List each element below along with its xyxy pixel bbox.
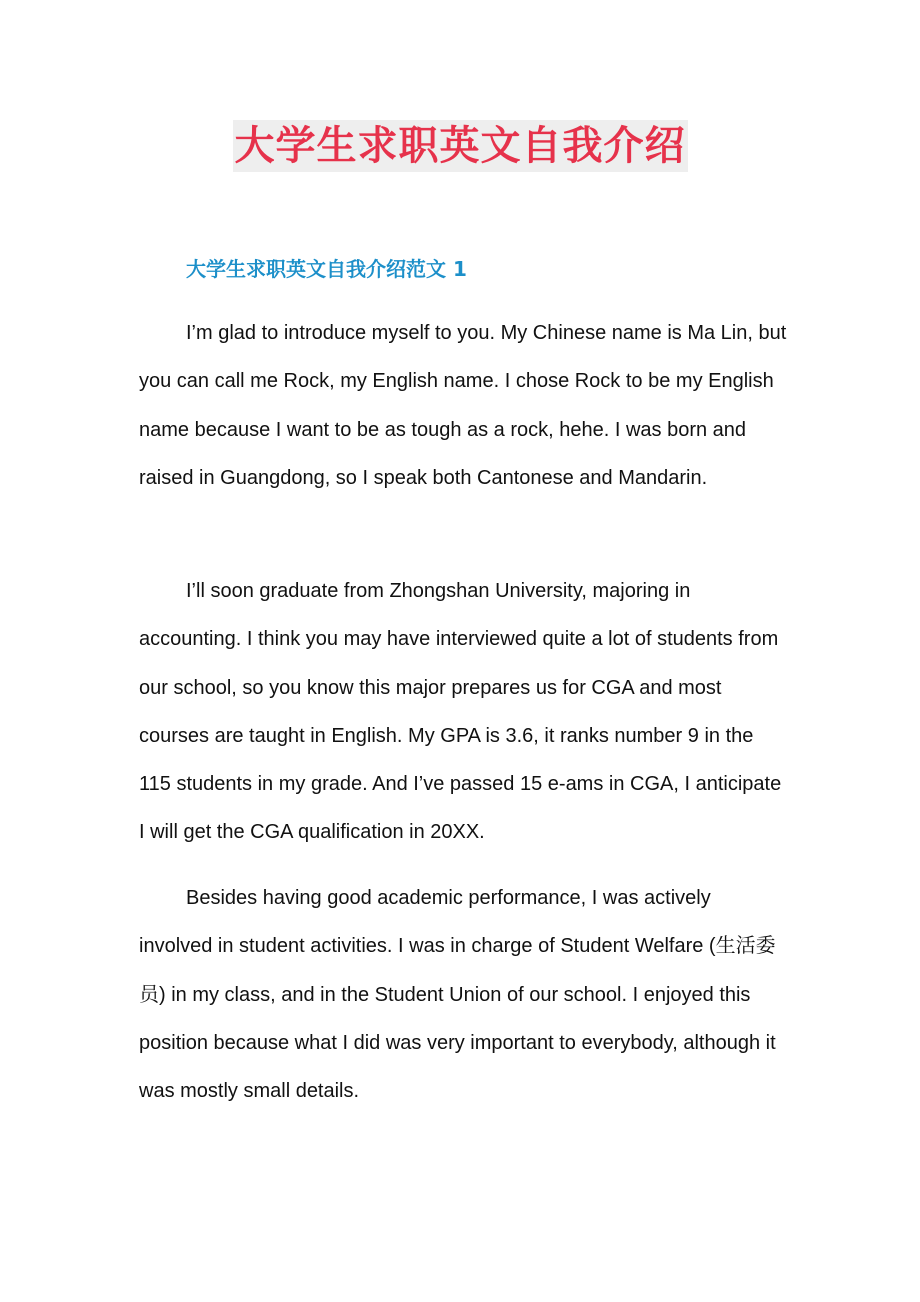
document-title: 大学生求职英文自我介绍 bbox=[233, 120, 688, 172]
paragraph-3: Besides having good academic performance, I was actively involved in student activities. I was in charge of Student Welfare (生活委员) in my class, and in the Student Union of our school. I enjoyed this position because what I did was very important to everybody, although it was mostly small details. bbox=[139, 887, 776, 1103]
paragraph-2: I’ll soon graduate from Zhongshan University, majoring in accounting. I think you may have interviewed quite a lot of students from our school, so you know this major prepares us for CGA and most courses are taught in English. My GPA is 3.6, it ranks number 9 in the 115 students in my grade. And I’ve passed 15 e-ams in CGA, I anticipate I will get the CGA qualification in 20XX. bbox=[139, 580, 782, 844]
paragraph-1: I’m glad to introduce myself to you. My Chinese name is Ma Lin, but you can call me Rock, my English name. I chose Rock to be my English name because I want to be as tough as a rock, hehe. I was born and raised in Guangdong, so I speak both Cantonese and Mandarin. bbox=[139, 322, 787, 489]
section-heading: 大学生求职英文自我介绍范文 1 bbox=[186, 257, 467, 281]
title-container bbox=[0, 120, 920, 172]
